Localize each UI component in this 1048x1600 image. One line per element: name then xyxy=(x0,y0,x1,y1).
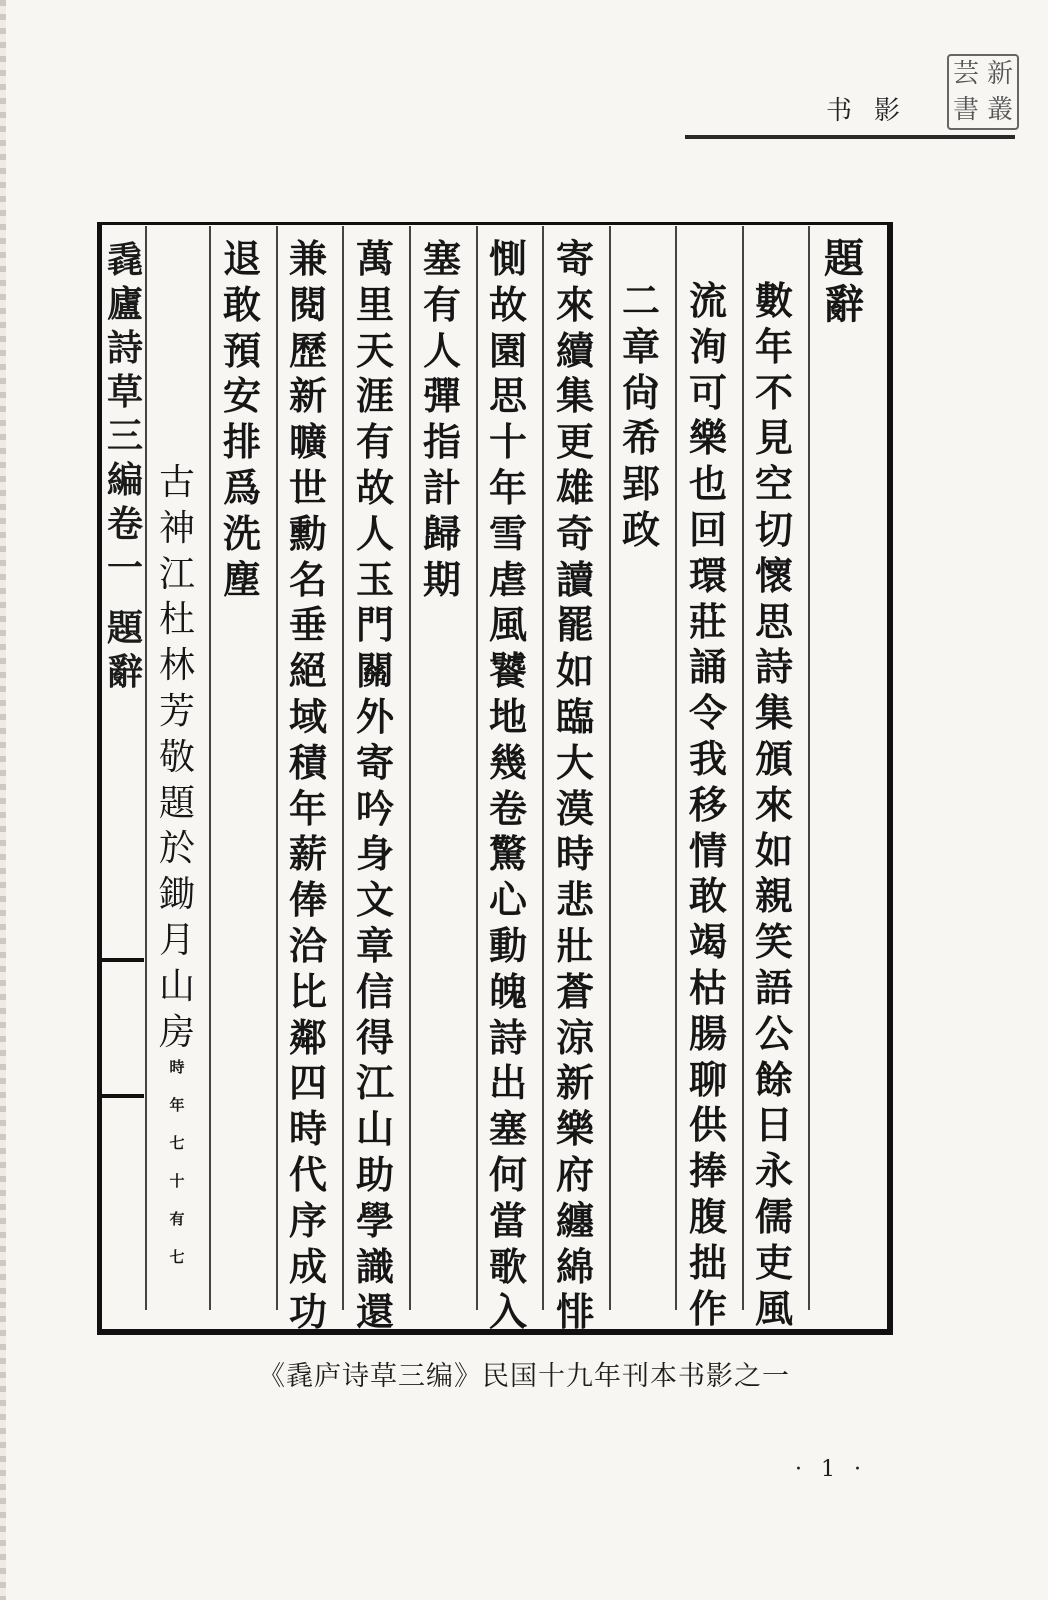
glyph: 幾 xyxy=(488,739,527,785)
glyph: 辭 xyxy=(824,280,864,328)
glyph: 垂 xyxy=(288,602,327,648)
glyph: 頒 xyxy=(754,735,793,781)
glyph: 涯 xyxy=(355,373,394,419)
glyph: 鄰 xyxy=(288,1014,327,1060)
glyph: 塵 xyxy=(222,556,261,602)
glyph: 題 xyxy=(158,782,195,824)
glyph: 江 xyxy=(158,553,195,595)
glyph: 如 xyxy=(555,648,594,694)
glyph: 退 xyxy=(222,236,261,281)
glyph: 名 xyxy=(288,556,327,602)
glyph: 綿 xyxy=(555,1243,594,1289)
glyph: 比 xyxy=(288,968,327,1014)
glyph: 誦 xyxy=(688,644,727,690)
glyph: 玉 xyxy=(355,556,394,602)
glyph: 聊 xyxy=(688,1056,727,1102)
glyph: 府 xyxy=(555,1151,594,1197)
glyph: 林 xyxy=(158,645,195,687)
glyph: 月 xyxy=(158,919,195,961)
glyph: 安 xyxy=(222,373,261,419)
margin-volume xyxy=(107,502,143,590)
glyph: 饕 xyxy=(488,648,527,694)
glyph: 拙 xyxy=(688,1239,727,1285)
glyph: 萬 xyxy=(355,236,394,281)
glyph: 指 xyxy=(422,419,461,465)
glyph: 敢 xyxy=(688,873,727,919)
glyph: 積 xyxy=(288,739,327,785)
glyph: 風 xyxy=(488,602,527,648)
glyph: 腹 xyxy=(688,1193,727,1239)
glyph: 虐 xyxy=(488,556,527,602)
glyph: 樂 xyxy=(688,415,727,461)
glyph: 我 xyxy=(688,735,727,781)
glyph: 環 xyxy=(688,552,727,598)
glyph: 歌 xyxy=(488,1243,527,1289)
glyph: 吏 xyxy=(754,1239,793,1285)
glyph: 七 xyxy=(169,1134,185,1152)
glyph: 壯 xyxy=(555,922,594,968)
age-note-column xyxy=(160,1048,194,1276)
glyph: 彈 xyxy=(422,373,461,419)
glyph: 年 xyxy=(754,323,793,369)
glyph: 地 xyxy=(488,693,527,739)
glyph: 政 xyxy=(621,506,660,552)
glyph: 也 xyxy=(688,461,727,507)
glyph: 芳 xyxy=(158,690,195,732)
glyph: 尙 xyxy=(621,369,660,415)
glyph: 世 xyxy=(288,464,327,510)
glyph: 十 xyxy=(488,419,527,465)
glyph: 七 xyxy=(169,1248,185,1266)
glyph: 預 xyxy=(222,327,261,373)
glyph: 卷 xyxy=(106,503,143,545)
glyph: 一 xyxy=(106,547,143,589)
glyph: 當 xyxy=(488,1197,527,1243)
margin-leaf-number xyxy=(100,958,144,962)
glyph: 代 xyxy=(288,1151,327,1197)
glyph: 塞 xyxy=(422,236,461,281)
glyph: 題 xyxy=(824,235,864,282)
glyph: 二 xyxy=(621,278,660,323)
glyph: 可 xyxy=(688,369,727,415)
glyph: 人 xyxy=(355,510,394,556)
margin-rule xyxy=(100,1094,144,1098)
glyph: 識 xyxy=(355,1243,394,1289)
seal-char: 新 xyxy=(986,59,1013,89)
glyph: 續 xyxy=(555,327,594,373)
running-title: 书影 xyxy=(826,96,923,126)
glyph: 悲 xyxy=(555,877,594,923)
glyph: 身 xyxy=(355,831,394,877)
text-column xyxy=(281,236,335,1335)
glyph: 罷 xyxy=(555,602,594,648)
glyph: 序 xyxy=(288,1197,327,1243)
figure-caption: 《毳庐诗草三编》民国十九年刊本书影之一 xyxy=(258,1361,790,1392)
text-column xyxy=(614,278,668,553)
glyph: 風 xyxy=(754,1285,793,1331)
column-divider xyxy=(542,226,544,1310)
glyph: 詩 xyxy=(488,1014,527,1060)
glyph: 廬 xyxy=(106,283,143,325)
column-divider xyxy=(342,226,344,1310)
glyph: 切 xyxy=(754,506,793,552)
glyph: 信 xyxy=(355,968,394,1014)
seal-char: 叢 xyxy=(986,95,1013,125)
glyph: 不 xyxy=(754,369,793,415)
glyph: 令 xyxy=(688,690,727,736)
glyph: 纏 xyxy=(555,1197,594,1243)
glyph: 閱 xyxy=(288,281,327,327)
glyph: 山 xyxy=(355,1106,394,1152)
glyph: 曠 xyxy=(288,419,327,465)
glyph: 爲 xyxy=(222,464,261,510)
glyph: 歷 xyxy=(288,327,327,373)
glyph: 悱 xyxy=(555,1289,594,1335)
glyph: 還 xyxy=(355,1289,394,1335)
glyph: 新 xyxy=(555,1060,594,1106)
column-heading xyxy=(817,236,871,328)
glyph: 作 xyxy=(688,1285,727,1331)
glyph: 入 xyxy=(488,1289,527,1335)
glyph: 餘 xyxy=(754,1056,793,1102)
glyph: 歸 xyxy=(422,510,461,556)
glyph: 懷 xyxy=(754,552,793,598)
glyph: 卷 xyxy=(488,785,527,831)
glyph: 見 xyxy=(754,415,793,461)
header-rule xyxy=(685,135,1015,139)
text-column xyxy=(548,236,602,1335)
glyph: 時 xyxy=(169,1058,185,1076)
glyph: 塞 xyxy=(488,1106,527,1152)
glyph: 大 xyxy=(555,739,594,785)
glyph: 助 xyxy=(355,1151,394,1197)
glyph: 永 xyxy=(754,1148,793,1194)
glyph: 毳 xyxy=(106,239,143,281)
glyph: 臨 xyxy=(555,693,594,739)
glyph: 枯 xyxy=(688,964,727,1010)
glyph: 奇 xyxy=(555,510,594,556)
glyph: 洽 xyxy=(288,922,327,968)
glyph: 辭 xyxy=(106,651,143,693)
column-divider xyxy=(808,226,810,1310)
glyph: 十 xyxy=(169,1172,185,1190)
glyph: 天 xyxy=(355,327,394,373)
glyph: 希 xyxy=(621,415,660,461)
glyph: 詩 xyxy=(106,327,143,369)
glyph: 時 xyxy=(288,1106,327,1152)
glyph: 來 xyxy=(555,281,594,327)
glyph: 腸 xyxy=(688,1010,727,1056)
glyph: 計 xyxy=(422,464,461,510)
column-divider xyxy=(409,226,411,1310)
glyph: 惻 xyxy=(488,236,527,281)
glyph: 涼 xyxy=(555,1014,594,1060)
glyph: 山 xyxy=(158,965,195,1007)
glyph: 神 xyxy=(158,507,195,549)
glyph: 思 xyxy=(754,598,793,644)
glyph: 日 xyxy=(754,1102,793,1148)
glyph: 讀 xyxy=(555,556,594,602)
glyph: 功 xyxy=(288,1289,327,1335)
page-number: · 1 · xyxy=(795,1457,867,1482)
glyph: 數 xyxy=(754,278,793,323)
glyph: 三 xyxy=(106,415,143,457)
glyph: 回 xyxy=(688,506,727,552)
glyph: 時 xyxy=(555,831,594,877)
column-divider xyxy=(476,226,478,1310)
glyph: 門 xyxy=(355,602,394,648)
glyph: 更 xyxy=(555,419,594,465)
glyph: 公 xyxy=(754,1010,793,1056)
glyph: 蒼 xyxy=(555,968,594,1014)
glyph: 新 xyxy=(288,373,327,419)
text-column xyxy=(415,236,469,602)
glyph: 敢 xyxy=(222,281,261,327)
column-divider xyxy=(609,226,611,1310)
glyph: 有 xyxy=(422,281,461,327)
column-divider xyxy=(276,226,278,1310)
glyph: 敬 xyxy=(158,736,195,778)
glyph: 來 xyxy=(754,781,793,827)
glyph: 雄 xyxy=(555,464,594,510)
glyph: 於 xyxy=(158,828,195,870)
glyph: 學 xyxy=(355,1197,394,1243)
glyph: 莊 xyxy=(688,598,727,644)
glyph: 洗 xyxy=(222,510,261,556)
glyph: 外 xyxy=(355,693,394,739)
glyph: 洵 xyxy=(688,323,727,369)
glyph: 四 xyxy=(288,1060,327,1106)
margin-section xyxy=(107,606,143,694)
glyph: 章 xyxy=(355,922,394,968)
glyph: 供 xyxy=(688,1102,727,1148)
glyph: 章 xyxy=(621,323,660,369)
text-column xyxy=(215,236,269,602)
glyph: 動 xyxy=(488,922,527,968)
glyph: 房 xyxy=(158,1011,195,1053)
glyph: 成 xyxy=(288,1243,327,1289)
glyph: 年 xyxy=(488,464,527,510)
glyph: 薪 xyxy=(288,831,327,877)
glyph: 樂 xyxy=(555,1106,594,1152)
glyph: 捧 xyxy=(688,1148,727,1194)
glyph: 魄 xyxy=(488,968,527,1014)
glyph: 期 xyxy=(422,556,461,602)
glyph: 草 xyxy=(106,371,143,413)
glyph: 親 xyxy=(754,873,793,919)
glyph: 有 xyxy=(169,1210,185,1228)
glyph: 情 xyxy=(688,827,727,873)
attribution-column xyxy=(150,460,204,1055)
glyph: 漠 xyxy=(555,785,594,831)
glyph: 故 xyxy=(488,281,527,327)
glyph: 驚 xyxy=(488,831,527,877)
text-column xyxy=(348,236,402,1335)
glyph: 編 xyxy=(106,459,143,501)
glyph: 文 xyxy=(355,877,394,923)
glyph: 兼 xyxy=(288,236,327,281)
glyph: 語 xyxy=(754,964,793,1010)
glyph: 思 xyxy=(488,373,527,419)
glyph: 何 xyxy=(488,1151,527,1197)
glyph: 杜 xyxy=(158,599,195,641)
seal-stamp xyxy=(947,54,1019,130)
glyph: 人 xyxy=(422,327,461,373)
glyph: 寄 xyxy=(555,236,594,281)
glyph: 心 xyxy=(488,877,527,923)
glyph: 儒 xyxy=(754,1193,793,1239)
text-column xyxy=(481,236,535,1335)
margin-title xyxy=(107,238,143,502)
glyph: 竭 xyxy=(688,919,727,965)
text-column xyxy=(747,278,801,1331)
column-divider xyxy=(209,226,211,1310)
margin-column xyxy=(104,238,146,694)
glyph: 題 xyxy=(106,607,143,649)
glyph: 年 xyxy=(169,1096,185,1114)
glyph: 園 xyxy=(488,327,527,373)
glyph: 出 xyxy=(488,1060,527,1106)
glyph: 如 xyxy=(754,827,793,873)
glyph: 俸 xyxy=(288,877,327,923)
glyph: 年 xyxy=(288,785,327,831)
glyph: 故 xyxy=(355,464,394,510)
glyph: 集 xyxy=(555,373,594,419)
column-divider xyxy=(675,226,677,1310)
glyph: 域 xyxy=(288,693,327,739)
glyph: 空 xyxy=(754,461,793,507)
glyph: 移 xyxy=(688,781,727,827)
glyph: 郢 xyxy=(621,461,660,507)
glyph: 絕 xyxy=(288,648,327,694)
glyph: 鋤 xyxy=(158,874,195,916)
glyph: 流 xyxy=(688,278,727,323)
column-divider xyxy=(742,226,744,1310)
glyph: 有 xyxy=(355,419,394,465)
text-column xyxy=(681,278,735,1331)
glyph: 里 xyxy=(355,281,394,327)
glyph: 勳 xyxy=(288,510,327,556)
glyph: 詩 xyxy=(754,644,793,690)
glyph: 寄 xyxy=(355,739,394,785)
glyph: 排 xyxy=(222,419,261,465)
glyph: 得 xyxy=(355,1014,394,1060)
glyph: 笑 xyxy=(754,919,793,965)
glyph: 集 xyxy=(754,690,793,736)
glyph: 吟 xyxy=(355,785,394,831)
glyph: 江 xyxy=(355,1060,394,1106)
glyph: 古 xyxy=(158,462,195,503)
seal-char: 書 xyxy=(952,95,979,125)
glyph: 雪 xyxy=(488,510,527,556)
seal-char: 芸 xyxy=(952,59,979,89)
glyph: 關 xyxy=(355,648,394,694)
